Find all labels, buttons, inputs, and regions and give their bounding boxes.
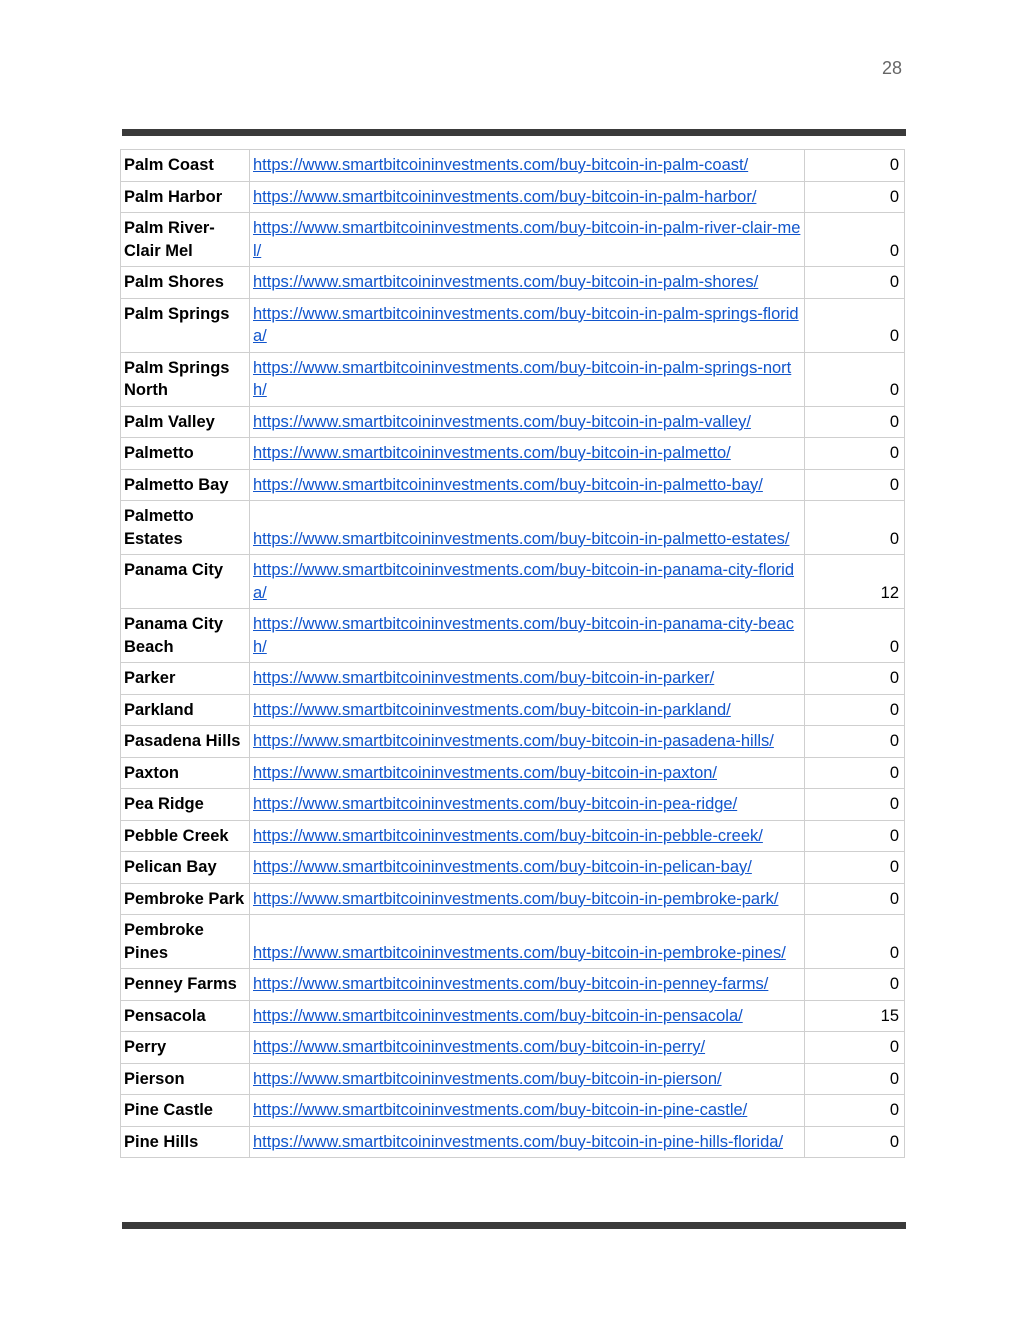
city-link[interactable]: https://www.smartbitcoininvestments.com/buy-bitcoin-in-pelican-bay/ bbox=[253, 858, 752, 876]
city-link[interactable]: https://www.smartbitcoininvestments.com/buy-bitcoin-in-pierson/ bbox=[253, 1069, 722, 1088]
city-name: Palm Shores bbox=[121, 267, 250, 299]
table-row bbox=[121, 726, 905, 758]
count-value: 0 bbox=[805, 969, 905, 1001]
city-link[interactable]: https://www.smartbitcoininvestments.com/buy-bitcoin-in-pembroke-pines/ bbox=[253, 943, 786, 962]
city-link[interactable]: https://www.smartbitcoininvestments.com/buy-bitcoin-in-palm-springs-north/ bbox=[253, 358, 792, 399]
count-value: 0 bbox=[805, 352, 905, 406]
url-cell bbox=[250, 789, 805, 821]
url-cell bbox=[250, 969, 805, 1001]
url-cell bbox=[250, 609, 805, 663]
url-cell bbox=[250, 1063, 805, 1095]
city-name: Panama City bbox=[121, 555, 250, 609]
url-cell bbox=[250, 1032, 805, 1064]
table-row bbox=[121, 969, 905, 1001]
city-link[interactable]: https://www.smartbitcoininvestments.com/buy-bitcoin-in-palmetto/ bbox=[253, 444, 731, 462]
city-link[interactable]: https://www.smartbitcoininvestments.com/buy-bitcoin-in-pensacola/ bbox=[253, 1006, 743, 1025]
city-link[interactable]: https://www.smartbitcoininvestments.com/buy-bitcoin-in-parker/ bbox=[253, 669, 715, 687]
city-link[interactable]: https://www.smartbitcoininvestments.com/buy-bitcoin-in-pembroke-park/ bbox=[253, 889, 779, 908]
city-link[interactable]: https://www.smartbitcoininvestments.com/buy-bitcoin-in-palm-shores/ bbox=[253, 273, 759, 291]
url-cell bbox=[250, 883, 805, 915]
city-name: Palmetto Bay bbox=[121, 469, 250, 501]
table-row bbox=[121, 1032, 905, 1064]
table-row bbox=[121, 852, 905, 884]
url-cell bbox=[250, 501, 805, 555]
table-row bbox=[121, 150, 905, 182]
city-link[interactable]: https://www.smartbitcoininvestments.com/buy-bitcoin-in-pasadena-hills/ bbox=[253, 732, 774, 750]
city-name: Perry bbox=[121, 1032, 250, 1064]
city-link[interactable]: https://www.smartbitcoininvestments.com/buy-bitcoin-in-palmetto-estates/ bbox=[253, 529, 790, 548]
table-row bbox=[121, 352, 905, 406]
table-row bbox=[121, 181, 905, 213]
city-link[interactable]: https://www.smartbitcoininvestments.com/buy-bitcoin-in-panama-city-beach/ bbox=[253, 615, 795, 656]
table-row bbox=[121, 609, 905, 663]
table-row bbox=[121, 915, 905, 969]
city-name: Pea Ridge bbox=[121, 789, 250, 821]
city-link[interactable]: https://www.smartbitcoininvestments.com/buy-bitcoin-in-palm-river-clair-mel/ bbox=[253, 219, 801, 260]
table-row bbox=[121, 501, 905, 555]
city-name: Palmetto bbox=[121, 438, 250, 470]
url-cell bbox=[250, 1126, 805, 1158]
url-cell bbox=[250, 267, 805, 299]
city-name: Palmetto Estates bbox=[121, 501, 250, 555]
city-name: Paxton bbox=[121, 757, 250, 789]
city-link[interactable]: https://www.smartbitcoininvestments.com/buy-bitcoin-in-perry/ bbox=[253, 1038, 706, 1056]
city-link[interactable]: https://www.smartbitcoininvestments.com/buy-bitcoin-in-palm-springs-florida/ bbox=[253, 304, 799, 345]
count-value: 15 bbox=[805, 1000, 905, 1032]
table-row bbox=[121, 406, 905, 438]
city-name: Pebble Creek bbox=[121, 820, 250, 852]
count-value: 0 bbox=[805, 757, 905, 789]
url-cell bbox=[250, 150, 805, 182]
count-value: 0 bbox=[805, 298, 905, 352]
city-link[interactable]: https://www.smartbitcoininvestments.com/buy-bitcoin-in-palmetto-bay/ bbox=[253, 475, 763, 494]
city-name: Pembroke Park bbox=[121, 883, 250, 915]
url-cell bbox=[250, 438, 805, 470]
url-cell bbox=[250, 555, 805, 609]
city-name: Palm Coast bbox=[121, 150, 250, 182]
count-value: 0 bbox=[805, 150, 905, 182]
table-row bbox=[121, 789, 905, 821]
count-value: 0 bbox=[805, 406, 905, 438]
count-value: 0 bbox=[805, 1095, 905, 1127]
city-name: Palm Springs North bbox=[121, 352, 250, 406]
table-row bbox=[121, 213, 905, 267]
count-value: 0 bbox=[805, 726, 905, 758]
city-link[interactable]: https://www.smartbitcoininvestments.com/buy-bitcoin-in-pine-castle/ bbox=[253, 1101, 748, 1119]
count-value: 0 bbox=[805, 213, 905, 267]
count-value: 0 bbox=[805, 789, 905, 821]
url-cell bbox=[250, 820, 805, 852]
city-name: Panama City Beach bbox=[121, 609, 250, 663]
url-cell bbox=[250, 852, 805, 884]
city-link[interactable]: https://www.smartbitcoininvestments.com/buy-bitcoin-in-palm-harbor/ bbox=[253, 187, 757, 206]
url-cell bbox=[250, 181, 805, 213]
city-link[interactable]: https://www.smartbitcoininvestments.com/buy-bitcoin-in-panama-city-florida/ bbox=[253, 561, 795, 602]
count-value: 0 bbox=[805, 694, 905, 726]
table-row bbox=[121, 438, 905, 470]
table-row bbox=[121, 267, 905, 299]
url-cell bbox=[250, 298, 805, 352]
table-row bbox=[121, 469, 905, 501]
count-value: 0 bbox=[805, 501, 905, 555]
city-link[interactable]: https://www.smartbitcoininvestments.com/buy-bitcoin-in-palm-valley/ bbox=[253, 412, 751, 431]
table-row bbox=[121, 663, 905, 695]
table-row bbox=[121, 1000, 905, 1032]
count-value: 0 bbox=[805, 1063, 905, 1095]
city-link[interactable]: https://www.smartbitcoininvestments.com/buy-bitcoin-in-penney-farms/ bbox=[253, 975, 769, 993]
url-cell bbox=[250, 694, 805, 726]
city-name: Pasadena Hills bbox=[121, 726, 250, 758]
city-link[interactable]: https://www.smartbitcoininvestments.com/buy-bitcoin-in-palm-coast/ bbox=[253, 156, 749, 174]
url-cell bbox=[250, 757, 805, 789]
count-value: 0 bbox=[805, 181, 905, 213]
table-row bbox=[121, 555, 905, 609]
city-name: Penney Farms bbox=[121, 969, 250, 1001]
city-link[interactable]: https://www.smartbitcoininvestments.com/buy-bitcoin-in-pea-ridge/ bbox=[253, 795, 738, 813]
city-link[interactable]: https://www.smartbitcoininvestments.com/buy-bitcoin-in-pebble-creek/ bbox=[253, 826, 763, 845]
count-value: 0 bbox=[805, 1126, 905, 1158]
table-row bbox=[121, 883, 905, 915]
table-row bbox=[121, 820, 905, 852]
count-value: 0 bbox=[805, 883, 905, 915]
page-number: 28 bbox=[881, 58, 902, 78]
city-name: Parkland bbox=[121, 694, 250, 726]
city-name: Palm Valley bbox=[121, 406, 250, 438]
city-name: Pelican Bay bbox=[121, 852, 250, 884]
table-body bbox=[121, 150, 905, 1158]
table-row bbox=[121, 1126, 905, 1158]
table-row bbox=[121, 298, 905, 352]
city-name: Pine Hills bbox=[121, 1126, 250, 1158]
count-value: 0 bbox=[805, 469, 905, 501]
city-links-table bbox=[120, 149, 905, 1158]
url-cell bbox=[250, 726, 805, 758]
city-name: Parker bbox=[121, 663, 250, 695]
city-link[interactable]: https://www.smartbitcoininvestments.com/buy-bitcoin-in-paxton/ bbox=[253, 763, 718, 782]
url-cell bbox=[250, 1095, 805, 1127]
count-value: 0 bbox=[805, 852, 905, 884]
city-name: Pensacola bbox=[121, 1000, 250, 1032]
count-value: 0 bbox=[805, 438, 905, 470]
count-value: 12 bbox=[805, 555, 905, 609]
city-name: Palm Harbor bbox=[121, 181, 250, 213]
count-value: 0 bbox=[805, 915, 905, 969]
bottom-divider bbox=[122, 1222, 906, 1229]
url-cell bbox=[250, 352, 805, 406]
url-cell bbox=[250, 1000, 805, 1032]
city-name: Pembroke Pines bbox=[121, 915, 250, 969]
table-row bbox=[121, 694, 905, 726]
url-cell bbox=[250, 915, 805, 969]
count-value: 0 bbox=[805, 267, 905, 299]
table-row bbox=[121, 1095, 905, 1127]
city-name: Palm River-Clair Mel bbox=[121, 213, 250, 267]
url-cell bbox=[250, 213, 805, 267]
count-value: 0 bbox=[805, 820, 905, 852]
count-value: 0 bbox=[805, 609, 905, 663]
url-cell bbox=[250, 663, 805, 695]
table-row bbox=[121, 1063, 905, 1095]
city-link[interactable]: https://www.smartbitcoininvestments.com/buy-bitcoin-in-pine-hills-florida/ bbox=[253, 1132, 784, 1151]
city-name: Pine Castle bbox=[121, 1095, 250, 1127]
city-name: Pierson bbox=[121, 1063, 250, 1095]
city-link[interactable]: https://www.smartbitcoininvestments.com/buy-bitcoin-in-parkland/ bbox=[253, 700, 731, 719]
count-value: 0 bbox=[805, 663, 905, 695]
top-divider bbox=[122, 129, 906, 136]
url-cell bbox=[250, 406, 805, 438]
count-value: 0 bbox=[805, 1032, 905, 1064]
table-row bbox=[121, 757, 905, 789]
city-name: Palm Springs bbox=[121, 298, 250, 352]
url-cell bbox=[250, 469, 805, 501]
